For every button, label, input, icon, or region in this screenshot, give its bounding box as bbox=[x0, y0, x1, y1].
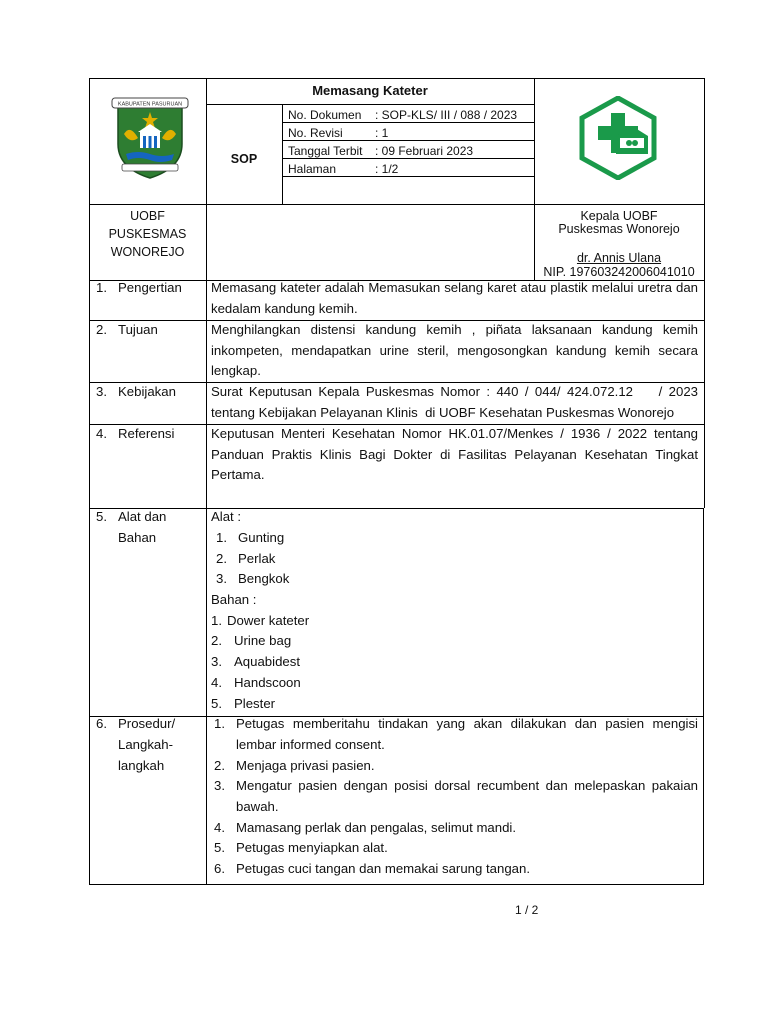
svg-text:KABUPATEN PASURUAN: KABUPATEN PASURUAN bbox=[117, 101, 183, 108]
list-item-number: 1. bbox=[216, 530, 227, 545]
bahan-heading: Bahan : bbox=[211, 592, 257, 607]
list-item-number: 5. bbox=[211, 696, 222, 711]
section-label-tujuan: Tujuan bbox=[118, 322, 158, 337]
section-number: 3. bbox=[96, 384, 107, 399]
org-line-2: PUSKESMAS bbox=[108, 227, 187, 241]
section-number: 4. bbox=[96, 426, 107, 441]
section-label-alat-2: Bahan bbox=[118, 530, 157, 545]
revision-label: No. Revisi bbox=[288, 126, 343, 140]
regency-logo bbox=[110, 94, 190, 180]
step-text: Petugas cuci tangan dan memakai sarung tangan. bbox=[236, 861, 530, 876]
list-item-number: 3. bbox=[216, 571, 227, 586]
org-line-3: WONOREJO bbox=[110, 245, 185, 259]
section-text-tujuan: Menghilangkan distensi kandung kemih , piñata laksanaan kandung kemih inkompeten, mendapatkan urine steril, mengosongkan kandung kemih secara lengkap. bbox=[211, 322, 698, 379]
signer-nip: NIP. 197603242006041010 bbox=[543, 265, 695, 279]
issue-date-label: Tanggal Terbit bbox=[288, 144, 363, 158]
section-label-prosedur-2: Langkah- bbox=[118, 737, 173, 752]
step-text: Petugas menyiapkan alat. bbox=[236, 840, 388, 855]
section-text-referensi: Keputusan Menteri Kesehatan Nomor HK.01.07/Menkes / 1936 / 2022 tentang Panduan Praktis Klinis Bagi Dokter di Fasilitas Pelayanan Kesehatan Tingkat Pertama. bbox=[211, 426, 698, 483]
section-text-kebijakan: Surat Keputusan Kepala Puskesmas Nomor : 440 / 044/ 424.072.12 / 2023 tentang Kebijakan Pelayanan Klinis di UOBF Kesehatan Puskesmas Wonorejo bbox=[211, 384, 702, 420]
list-item-number: 2. bbox=[216, 551, 227, 566]
list-item-number: 4. bbox=[211, 675, 222, 690]
list-item: Aquabidest bbox=[234, 654, 300, 669]
list-item: Plester bbox=[234, 696, 276, 711]
step-number: 1. bbox=[214, 716, 225, 731]
list-item: Handscoon bbox=[234, 675, 301, 690]
document-title: Memasang Kateter bbox=[312, 83, 428, 98]
section-label-pengertian: Pengertian bbox=[118, 280, 182, 295]
alat-heading: Alat : bbox=[211, 509, 242, 524]
section-label-kebijakan: Kebijakan bbox=[118, 384, 176, 399]
list-item-number: 2. bbox=[211, 633, 222, 648]
list-item: Perlak bbox=[238, 551, 276, 566]
section-label-prosedur-3: langkah bbox=[118, 758, 165, 773]
doc-number-label: No. Dokumen bbox=[288, 108, 362, 122]
issue-date-value: : 09 Februari 2023 bbox=[375, 144, 474, 158]
puskesmas-logo bbox=[576, 96, 660, 180]
list-item-number: 1. bbox=[211, 613, 222, 628]
step-text: Mengatur pasien dengan posisi dorsal recumbent dan melepaskan pakaian bawah. bbox=[236, 778, 698, 814]
section-number: 6. bbox=[96, 716, 107, 731]
revision-value: : 1 bbox=[375, 126, 389, 140]
signer-name: dr. Annis Ulana bbox=[576, 251, 662, 265]
sop-label: SOP bbox=[230, 152, 258, 166]
section-label-referensi: Referensi bbox=[118, 426, 175, 441]
list-item: Bengkok bbox=[238, 571, 290, 586]
step-number: 2. bbox=[214, 758, 225, 773]
section-number: 5. bbox=[96, 509, 107, 524]
list-item: Urine bag bbox=[234, 633, 292, 648]
signer-title-1: Kepala UOBF bbox=[580, 209, 658, 223]
page-number: 1 / 2 bbox=[515, 903, 539, 917]
section-label-prosedur-1: Prosedur/ bbox=[118, 716, 176, 731]
section-number: 2. bbox=[96, 322, 107, 337]
page-count-label: Halaman bbox=[288, 162, 337, 176]
step-text: Mamasang perlak dan pengalas, selimut mandi. bbox=[236, 820, 517, 835]
step-number: 4. bbox=[214, 820, 225, 835]
signer-title-2: Puskesmas Wonorejo bbox=[558, 222, 680, 236]
section-label-alat-1: Alat dan bbox=[118, 509, 167, 524]
step-text: Menjaga privasi pasien. bbox=[236, 758, 375, 773]
list-item: Dower kateter bbox=[227, 613, 310, 628]
step-number: 5. bbox=[214, 840, 225, 855]
list-item: Gunting bbox=[238, 530, 285, 545]
step-number: 6. bbox=[214, 861, 225, 876]
step-number: 3. bbox=[214, 778, 225, 793]
page-count-value: : 1/2 bbox=[375, 162, 399, 176]
section-number: 1. bbox=[96, 280, 107, 295]
doc-number-value: : SOP-KLS/ III / 088 / 2023 bbox=[375, 108, 518, 122]
step-text: Petugas memberitahu tindakan yang akan dilakukan dan pasien mengisi lembar informed consent. bbox=[236, 716, 698, 752]
org-line-1: UOBF bbox=[130, 209, 165, 223]
section-text-pengertian: Memasang kateter adalah Memasukan selang karet atau plastik melalui uretra dan kedalam kandung kemih. bbox=[211, 280, 698, 316]
list-item-number: 3. bbox=[211, 654, 222, 669]
